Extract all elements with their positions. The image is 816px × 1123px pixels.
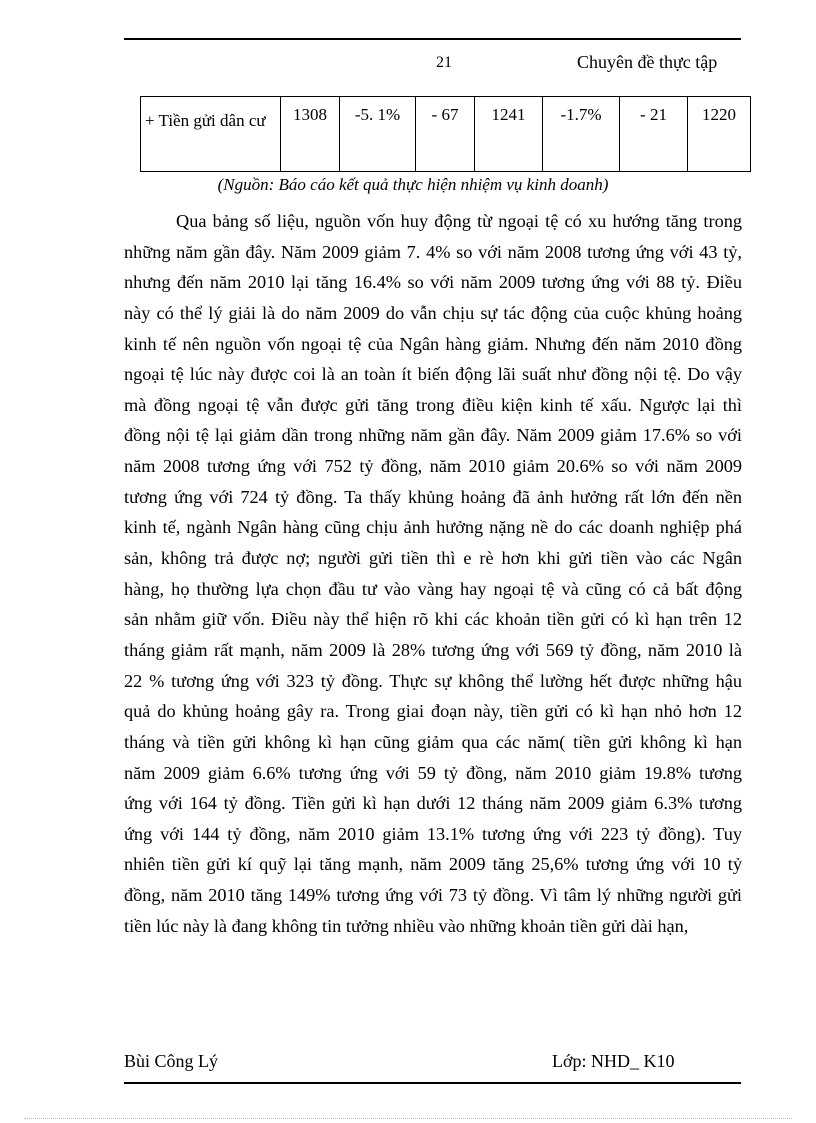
- header-title: Chuyên đề thực tập: [577, 52, 718, 72]
- table-cell: 1308: [281, 97, 340, 172]
- text-line: sản, không trả được nợ; người gửi tiền thì e rè hơn khi gửi tiền vào các Ngân: [124, 548, 742, 569]
- table-cell: - 67: [416, 97, 475, 172]
- header-rule: [124, 38, 741, 40]
- text-line: tháng và tiền gửi không kì hạn cũng giảm qua các năm( tiền gửi không kì hạn: [124, 731, 742, 752]
- text-line: kinh tế, ngành Ngân hàng cũng chịu ảnh hưởng nặng nề do các doanh nghiệp phá: [124, 517, 742, 538]
- text-line: tương ứng với 724 tỷ đồng. Ta thấy khủng hoảng đã ảnh hưởng rất lớn đến nền: [124, 486, 742, 507]
- text-line: tháng giảm rất mạnh, năm 2009 là 28% tương ứng với 569 tỷ đồng, năm 2010 là: [124, 639, 742, 660]
- text-line: 22 % tương ứng với 323 tỷ đồng. Thực sự không thể lường hết được những hậu: [124, 670, 742, 691]
- table-cell: -5. 1%: [340, 97, 416, 172]
- text-line: này có thể lý giải là do năm 2009 do vẫn chịu sự tác động của cuộc khủng hoảng: [124, 302, 742, 323]
- text-line: hàng, họ thường lựa chọn đầu tư vào vàng hay ngoại tệ và cũng có cả bất động: [124, 578, 742, 599]
- text-line: nhưng đến năm 2010 lại tăng 16.4% so với năm 2009 tương ứng với 88 tỷ. Điều: [124, 272, 742, 293]
- text-line: những năm gần đây. Năm 2009 giảm 7. 4% so với năm 2008 tương ứng với 43 tỷ,: [124, 241, 742, 262]
- footer-class: Lớp: NHD_ K10: [552, 1051, 675, 1071]
- table-row: [141, 97, 751, 172]
- text-line: năm 2009 giảm 6.6% tương ứng với 59 tỷ đồng, năm 2010 giảm 19.8% tương: [124, 762, 742, 783]
- text-line: kinh tế nên nguồn vốn ngoại tệ của Ngân hàng giảm. Nhưng đến năm 2010 đồng: [124, 333, 742, 354]
- source-note: (Nguồn: Báo cáo kết quả thực hiện nhiệm vụ kinh doanh): [217, 175, 609, 194]
- text-line: Qua bảng số liệu, nguồn vốn huy động từ ngoại tệ có xu hướng tăng trong: [176, 211, 742, 231]
- text-line: ứng với 164 tỷ đồng. Tiền gửi kì hạn dưới 12 tháng năm 2009 giảm 6.3% tương: [124, 793, 742, 814]
- text-line: ngoại tệ lúc này được coi là an toàn ít biến động lãi suất như đồng nội tệ. Do vậy: [124, 364, 742, 385]
- table-cell: 1241: [475, 97, 543, 172]
- text-line: ứng với 144 tỷ đồng, năm 2010 giảm 13.1% tương ứng với 223 tỷ đồng). Tuy: [124, 823, 742, 844]
- text-line: đồng nội tệ lại giảm dần trong những năm gần đây. Năm 2009 giảm 17.6% so với: [124, 425, 742, 446]
- table-cell: - 21: [620, 97, 688, 172]
- footer-rule: [124, 1082, 741, 1084]
- text-line: mà đồng ngoại tệ vẫn được gửi tăng trong điều kiện kinh tế xấu. Ngược lại thì: [124, 394, 742, 415]
- text-line: đồng, năm 2010 tăng 149% tương ứng với 73 tỷ đồng. Vì tâm lý những người gửi: [124, 885, 742, 906]
- page-number: 21: [436, 54, 452, 71]
- body-paragraph: [124, 206, 742, 941]
- footer-author: Bùi Công Lý: [124, 1051, 219, 1071]
- text-line: năm 2008 tương ứng với 752 tỷ đồng, năm 2010 giảm 20.6% so với năm 2009: [124, 456, 742, 477]
- table-cell: 1220: [688, 97, 751, 172]
- table-cell-label: + Tiền gửi dân cư: [141, 97, 281, 172]
- text-line: sản nhằm giữ vốn. Điều này thể hiện rõ khi các khoản tiền gửi có kì hạn trên 12: [124, 609, 742, 630]
- table-cell: -1.7%: [543, 97, 620, 172]
- text-line: tiền lúc này là đang không tin tưởng nhiều vào những khoản tiền gửi dài hạn,: [124, 915, 689, 936]
- text-line: nhiên tiền gửi kí quỹ lại tăng mạnh, năm 2009 tăng 25,6% tương ứng với 10 tỷ: [124, 854, 742, 875]
- data-table: [140, 96, 751, 172]
- text-line: quả do khủng hoảng gây ra. Trong giai đoạn này, tiền gửi có kì hạn nhỏ hơn 12: [124, 701, 742, 722]
- page-edge-divider: [24, 1118, 792, 1119]
